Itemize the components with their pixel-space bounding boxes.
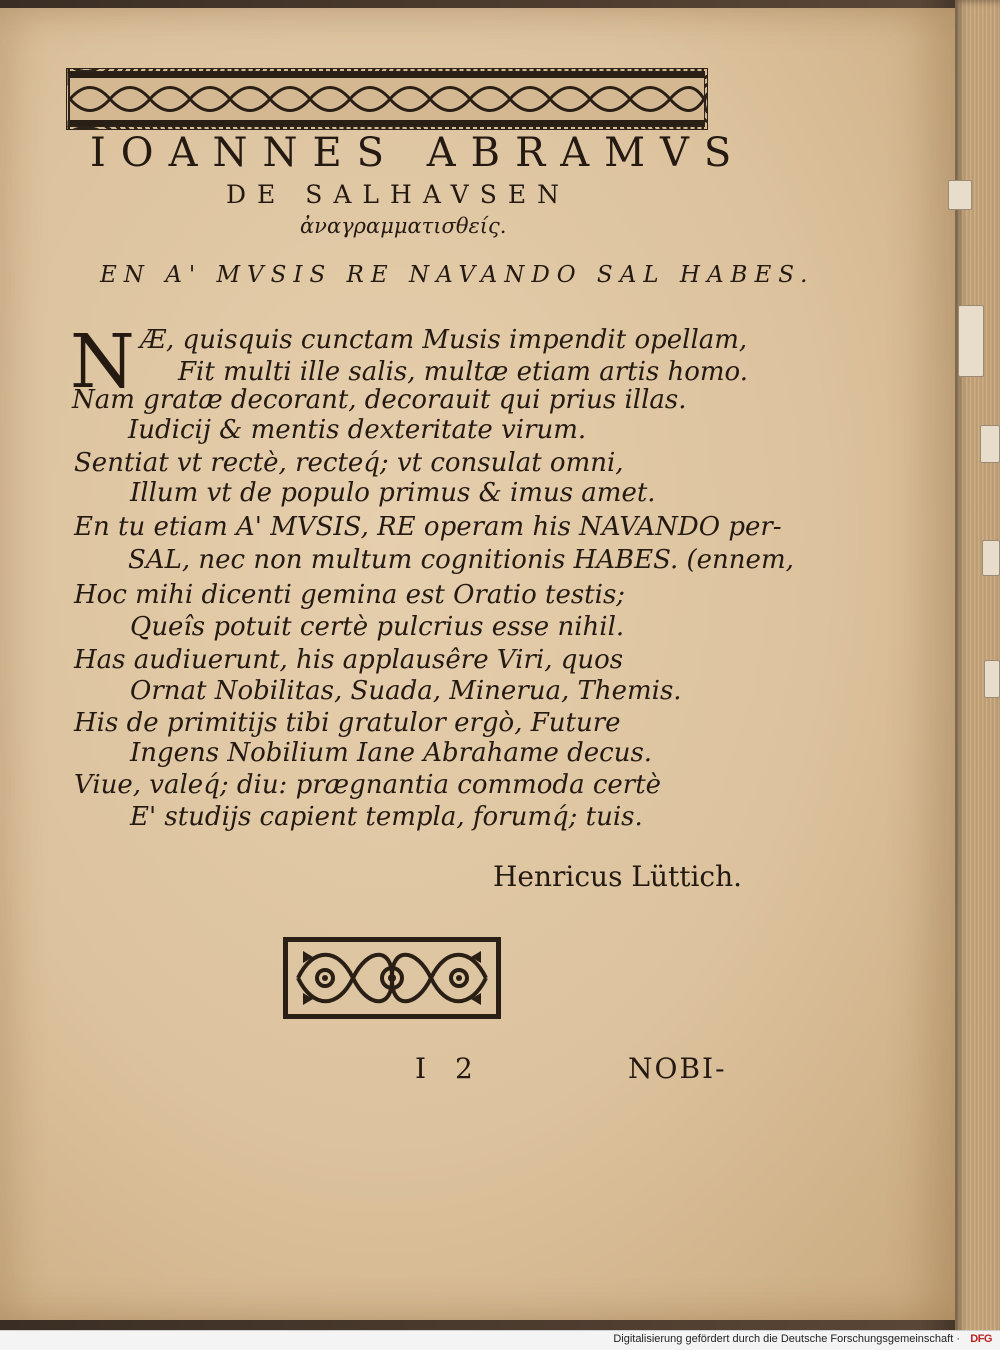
verse-line: Ornat Nobilitas, Suada, Minerua, Themis. (130, 676, 682, 706)
verse-line: Æ, quisquis cunctam Musis impendit opellam, (140, 325, 748, 355)
verse-line: His de primitijs tibi gratulor ergò, Future (74, 708, 621, 738)
verse-line: En tu etiam A' MVSIS, RE operam his NAVANDO per- (74, 512, 782, 542)
verse-line: Queîs potuit certè pulcrius esse nihil. (130, 612, 625, 642)
page-tab (958, 305, 984, 377)
catchword: NOBI- (628, 1052, 727, 1085)
verse-line: SAL, nec non multum cognitionis HABES. (ennem, (128, 545, 794, 575)
verse-line: Iudicij & mentis dexteritate virum. (128, 415, 587, 445)
verse-line: Illum vt de populo primus & imus amet. (130, 478, 656, 508)
verse-line: Fit multi ille salis, multæ etiam artis homo. (178, 357, 749, 387)
verse-line: Nam gratæ decorant, decorauit qui prius illas. (72, 385, 687, 415)
author-signature: Henricus Lüttich. (493, 860, 743, 893)
footer-credit: Digitalisierung gefördert durch die Deutsche Forschungsgemeinschaft · (613, 1333, 960, 1345)
title-line-1: IOANNES ABRAMVS (90, 130, 747, 176)
drop-cap: N (70, 319, 135, 405)
anagram-motto: EN A' MVSIS RE NAVANDO SAL HABES. (100, 262, 815, 288)
page-tab (984, 660, 1000, 698)
signature-mark: I 2 (415, 1052, 483, 1085)
top-ornament-band (66, 68, 708, 130)
greek-subtitle: ἀναγραμματισθείς. (300, 214, 507, 238)
verse-line: Viue, valeq́; diu: prægnantia commoda certè (74, 770, 662, 800)
verse-line: Sentiat vt rectè, recteq́; vt consulat omni, (74, 448, 624, 478)
page-tab (980, 425, 1000, 463)
footer-bar (0, 1330, 1000, 1350)
verse-line: E' studijs capient templa, forumq́; tuis. (130, 802, 643, 832)
verse-line: Hoc mihi dicenti gemina est Oratio testis; (74, 580, 626, 610)
title-line-2: DE SALHAVSEN (226, 180, 570, 209)
verse-line: Has audiuerunt, his applausêre Viri, quos (74, 645, 624, 675)
dfg-logo: DFG (970, 1333, 992, 1345)
verse-line: Ingens Nobilium Iane Abrahame decus. (130, 738, 653, 768)
bottom-ornament (283, 937, 501, 1019)
page-tab (982, 540, 1000, 576)
page-tab (948, 180, 972, 210)
